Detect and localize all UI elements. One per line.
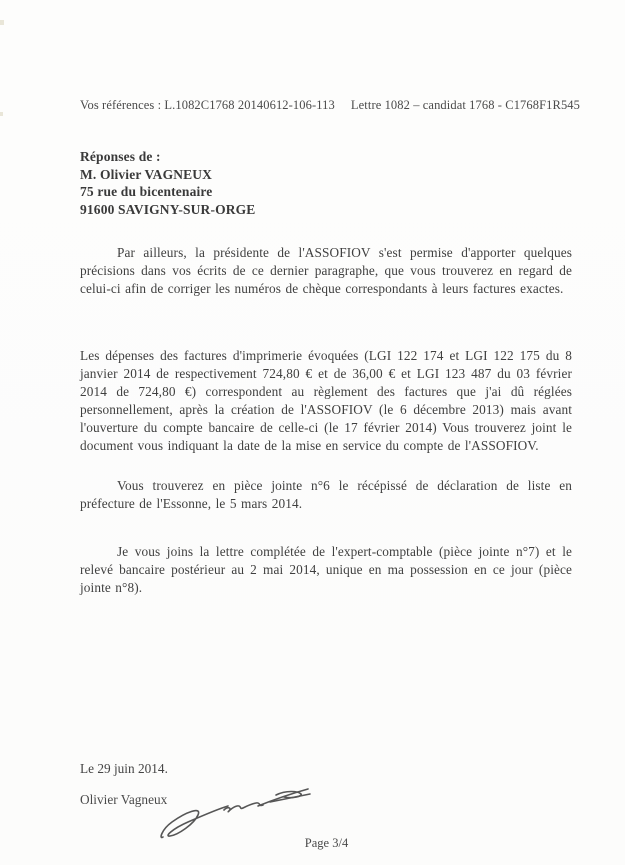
paragraph-3: Vous trouverez en pièce jointe n°6 le récépissé de déclaration de liste en préfecture de l'Essonne, le 5 mars 2014. (80, 478, 572, 511)
recipient-city: 91600 SAVIGNY-SUR-ORGE (80, 201, 256, 217)
recipient-block (80, 148, 255, 218)
recipient-name: M. Olivier VAGNEUX (80, 166, 213, 182)
letter-reference-text: Lettre 1082 – candidat 1768 - C1768F1R545 (350, 98, 580, 112)
paragraph-4: Je vous joins la lettre complétée de l'expert-comptable (pièce jointe n°7) et le relevé bancaire postérieur au 2 mai 2014, unique en ma possession en ce jour (pièce jointe n°8). (80, 544, 572, 595)
paragraph-2: Les dépenses des factures d'imprimerie évoquées (LGI 122 174 et LGI 122 175 du 8 janvier 2014 de respectivement 724,80 € et de 36,00 € et LGI 123 487 du 03 février 2014 de 724,80 €) correspondent au règlement des factures que j'ai dû réglées personnellement, après la création de l'ASSOFIOV (le 6 décembre 2013) mais avant l'ouverture du compte bancaire de celle-ci (le 17 février 2014) Vous trouverez joint le document vous indiquant la date de la mise en service du compte de l'ASSOFIOV. (80, 348, 572, 453)
your-references-text: Vos références : L.1082C1768 20140612-106-113 (80, 98, 335, 112)
paragraph-1: Par ailleurs, la présidente de l'ASSOFIOV s'est permise d'apporter quelques précisions dans vos écrits de ce dernier paragraphe, que vous trouverez en regard de celui-ci afin de corriger les numéros de chèque correspondants à leurs factures exactes. (80, 245, 572, 296)
handwritten-signature-icon (158, 782, 323, 844)
scan-artifact (0, 20, 4, 25)
recipient-intro: Réponses de : (80, 149, 161, 164)
page-number: Page 3/4 (304, 836, 349, 850)
signatory-name: Olivier Vagneux (80, 792, 168, 807)
recipient-street: 75 rue du bicentenaire (80, 184, 213, 199)
reference-line (80, 98, 580, 113)
scan-artifact (0, 112, 3, 116)
date-line: Le 29 juin 2014. (80, 761, 168, 776)
